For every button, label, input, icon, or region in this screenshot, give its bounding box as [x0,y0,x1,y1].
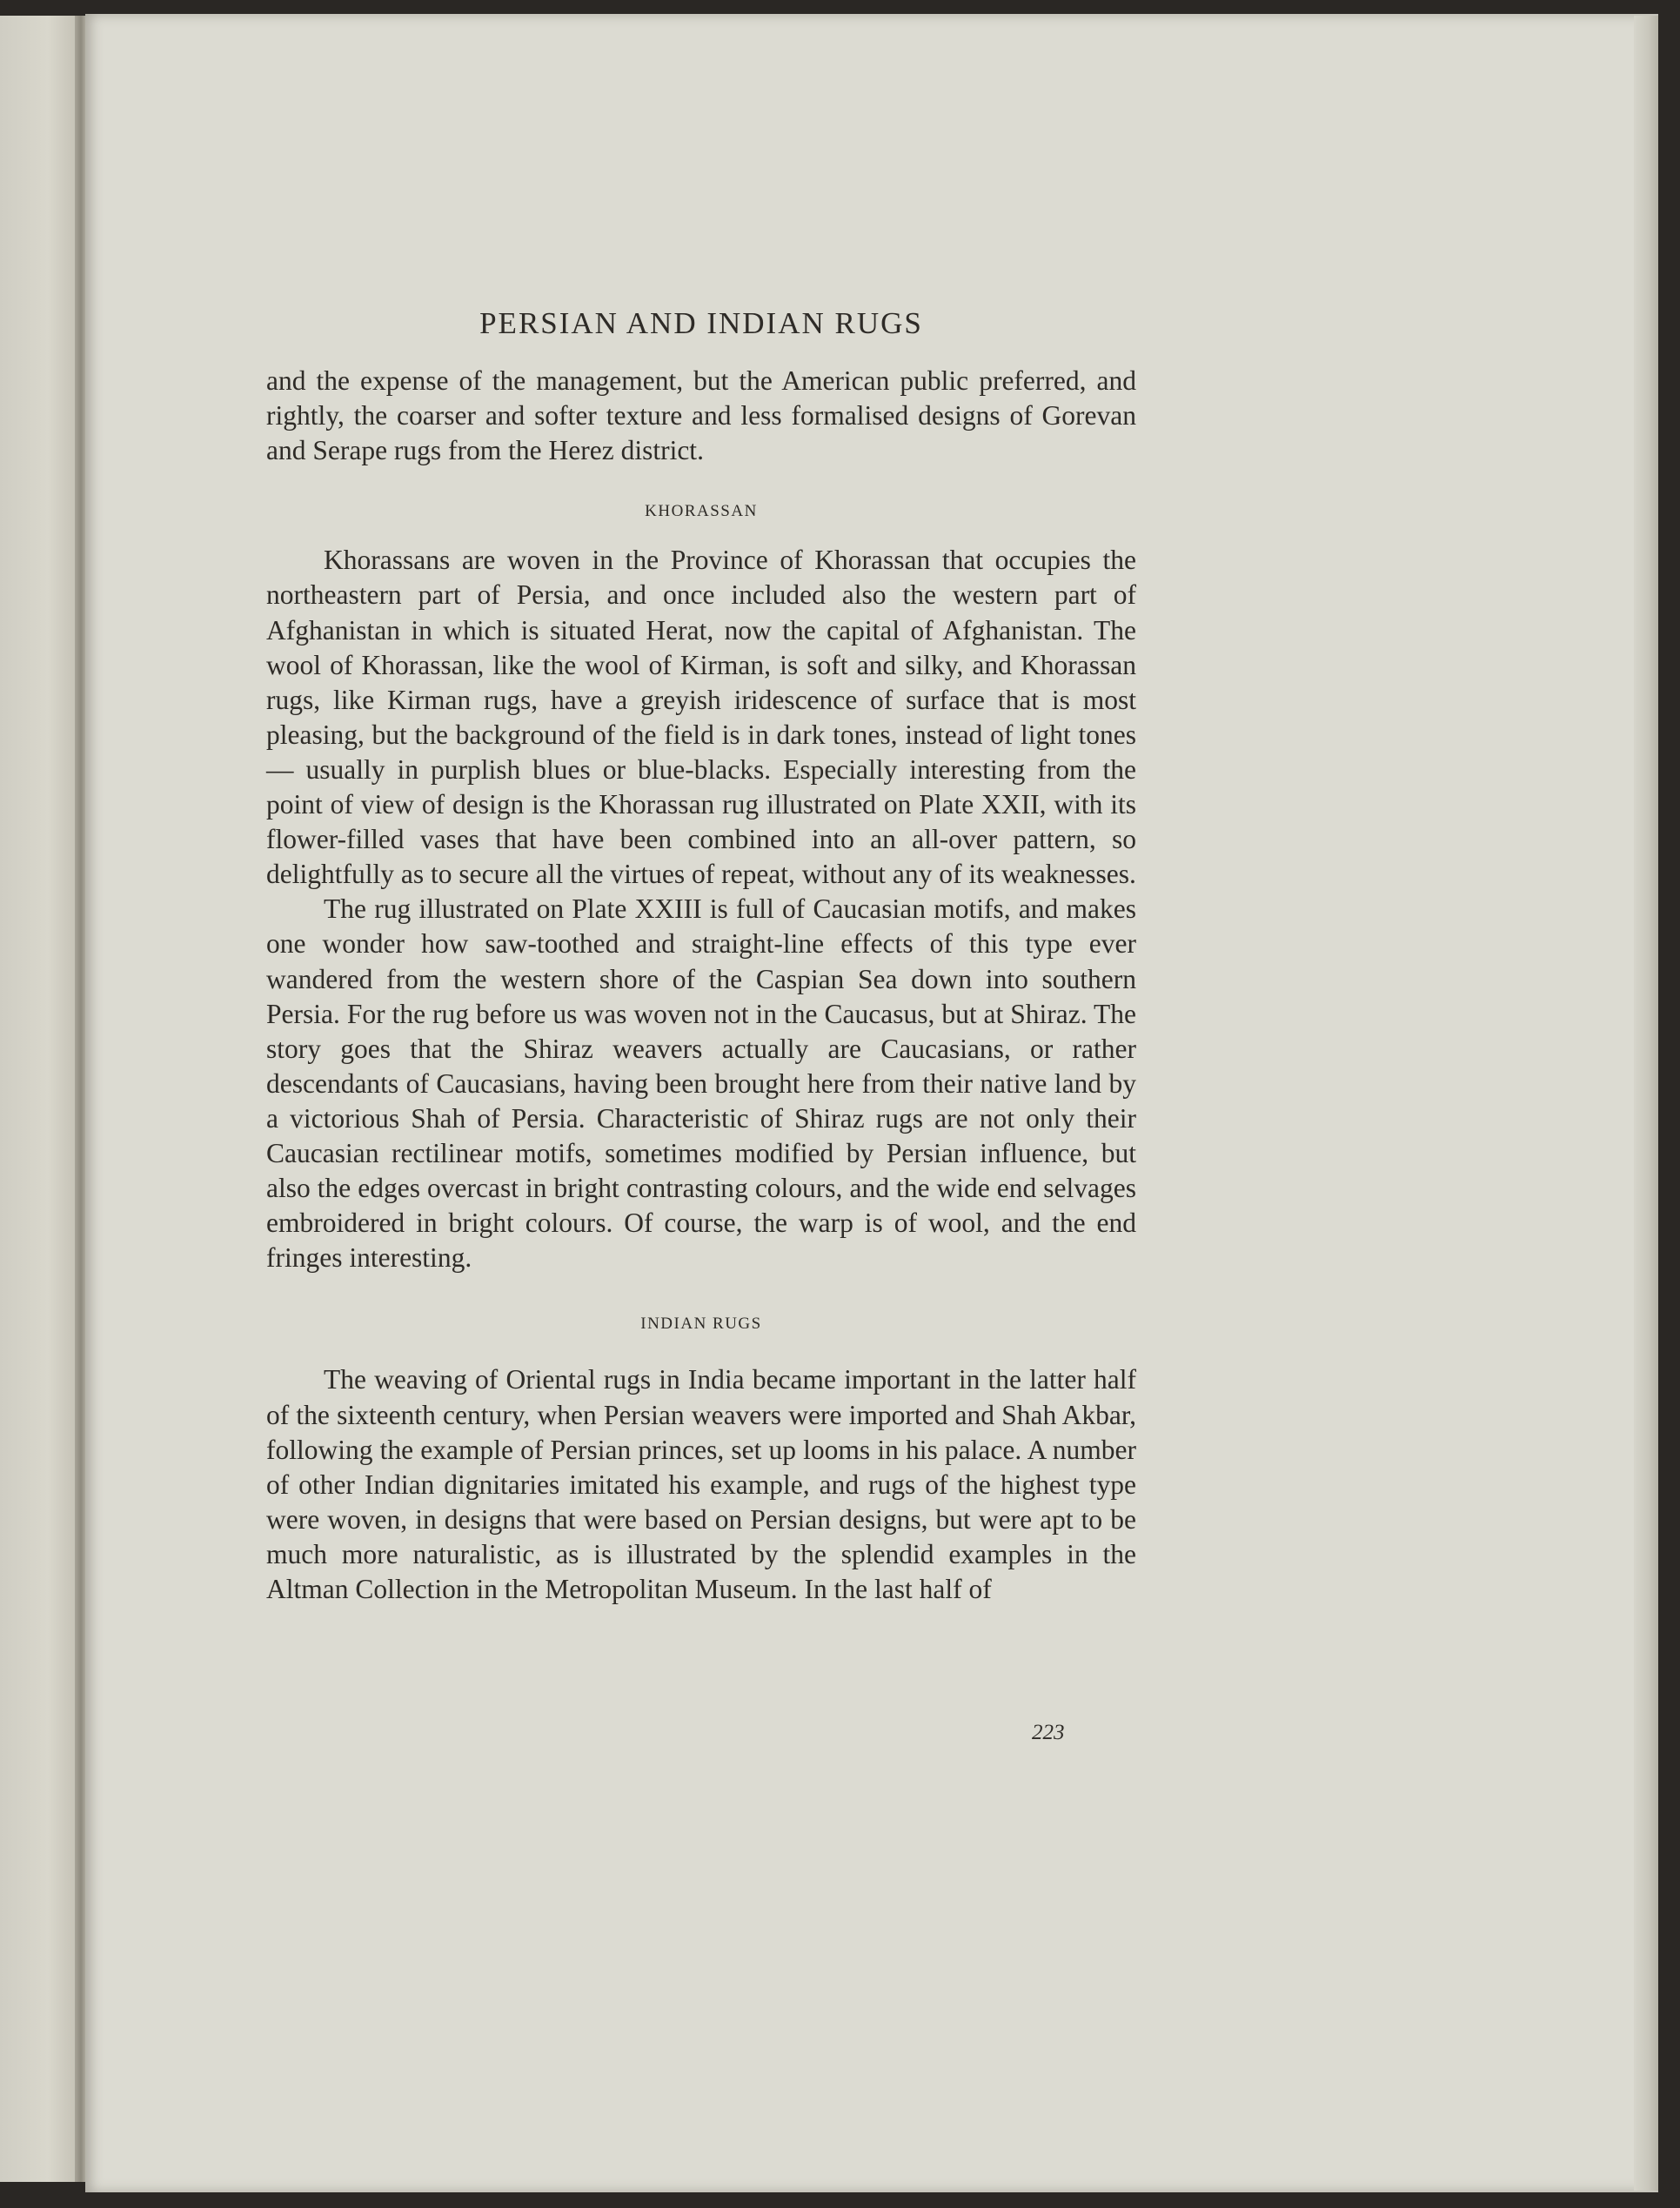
page-fore-edge [1634,16,1658,2191]
paragraph-1: and the expense of the management, but the American public preferred, and rightly, the coarser and softer texture and less formalised designs of Gorevan and Serape rugs from the Herez district. [266,365,1136,466]
page-number: 223 [1032,1721,1065,1744]
facing-page-edge [0,16,87,2182]
paragraph-2: Khorassans are woven in the Province of Khorassan that occupies the northeastern part of Persia, and once included also the western part of Afghanistan in which is situated Herat, now the capital of Afghanistan. The wool of Khorassan, like the wool of Kirman, is soft and silky, and Khorassan rugs, like Kirman rugs, have a greyish iridescence of surface that is most pleasing, but the background of the field is in dark tones, instead of light tones— usually in purplish blues or blue-blacks. Especially interesting from the point of view of design is the Khorassan rug illustrated on Plate XXII, with its flower-filled vases that have been combined into an all-over pattern, so delightfully as to secure all the virtues of repeat, without any of its weaknesses. [266,545,1136,890]
running-head: PERSIAN AND INDIAN RUGS [479,306,923,340]
body-text [266,364,1136,1607]
section-heading-khorassan: KHORASSAN [645,502,758,521]
section-heading-indian-rugs: INDIAN RUGS [640,1315,762,1334]
paragraph-3: The rug illustrated on Plate XXIII is full of Caucasian motifs, and makes one wonder how saw-toothed and straight-line effects of this type ever wandered from the western shore of the Caspian Sea down into southern Persia. For the rug before us was woven not in the Caucasus, but at Shiraz. The story goes that the Shiraz weavers actually are Caucasians, or rather descendants of Caucasians, having been brought here from their native land by a victorious Shah of Persia. Characteristic of Shiraz rugs are not only their Caucasian rectilinear motifs, sometimes modified by Persian influence, but also the edges overcast in bright contrasting colours, and the wide end selvages embroidered in bright colours. Of course, the warp is of wool, and the end fringes interesting. [266,893,1136,1274]
paragraph-4: The weaving of Oriental rugs in India became important in the latter half of the sixteenth century, when Persian weavers were imported and Shah Akbar, following the example of Persian princes, set up looms in his palace. A number of other Indian dignitaries imitated his example, and rugs of the highest type were woven, in designs that were based on Persian designs, but were apt to be much more naturalistic, as is illustrated by the splendid examples in the Altman Collection in the Metropolitan Museum. In the last half of [266,1364,1136,1604]
